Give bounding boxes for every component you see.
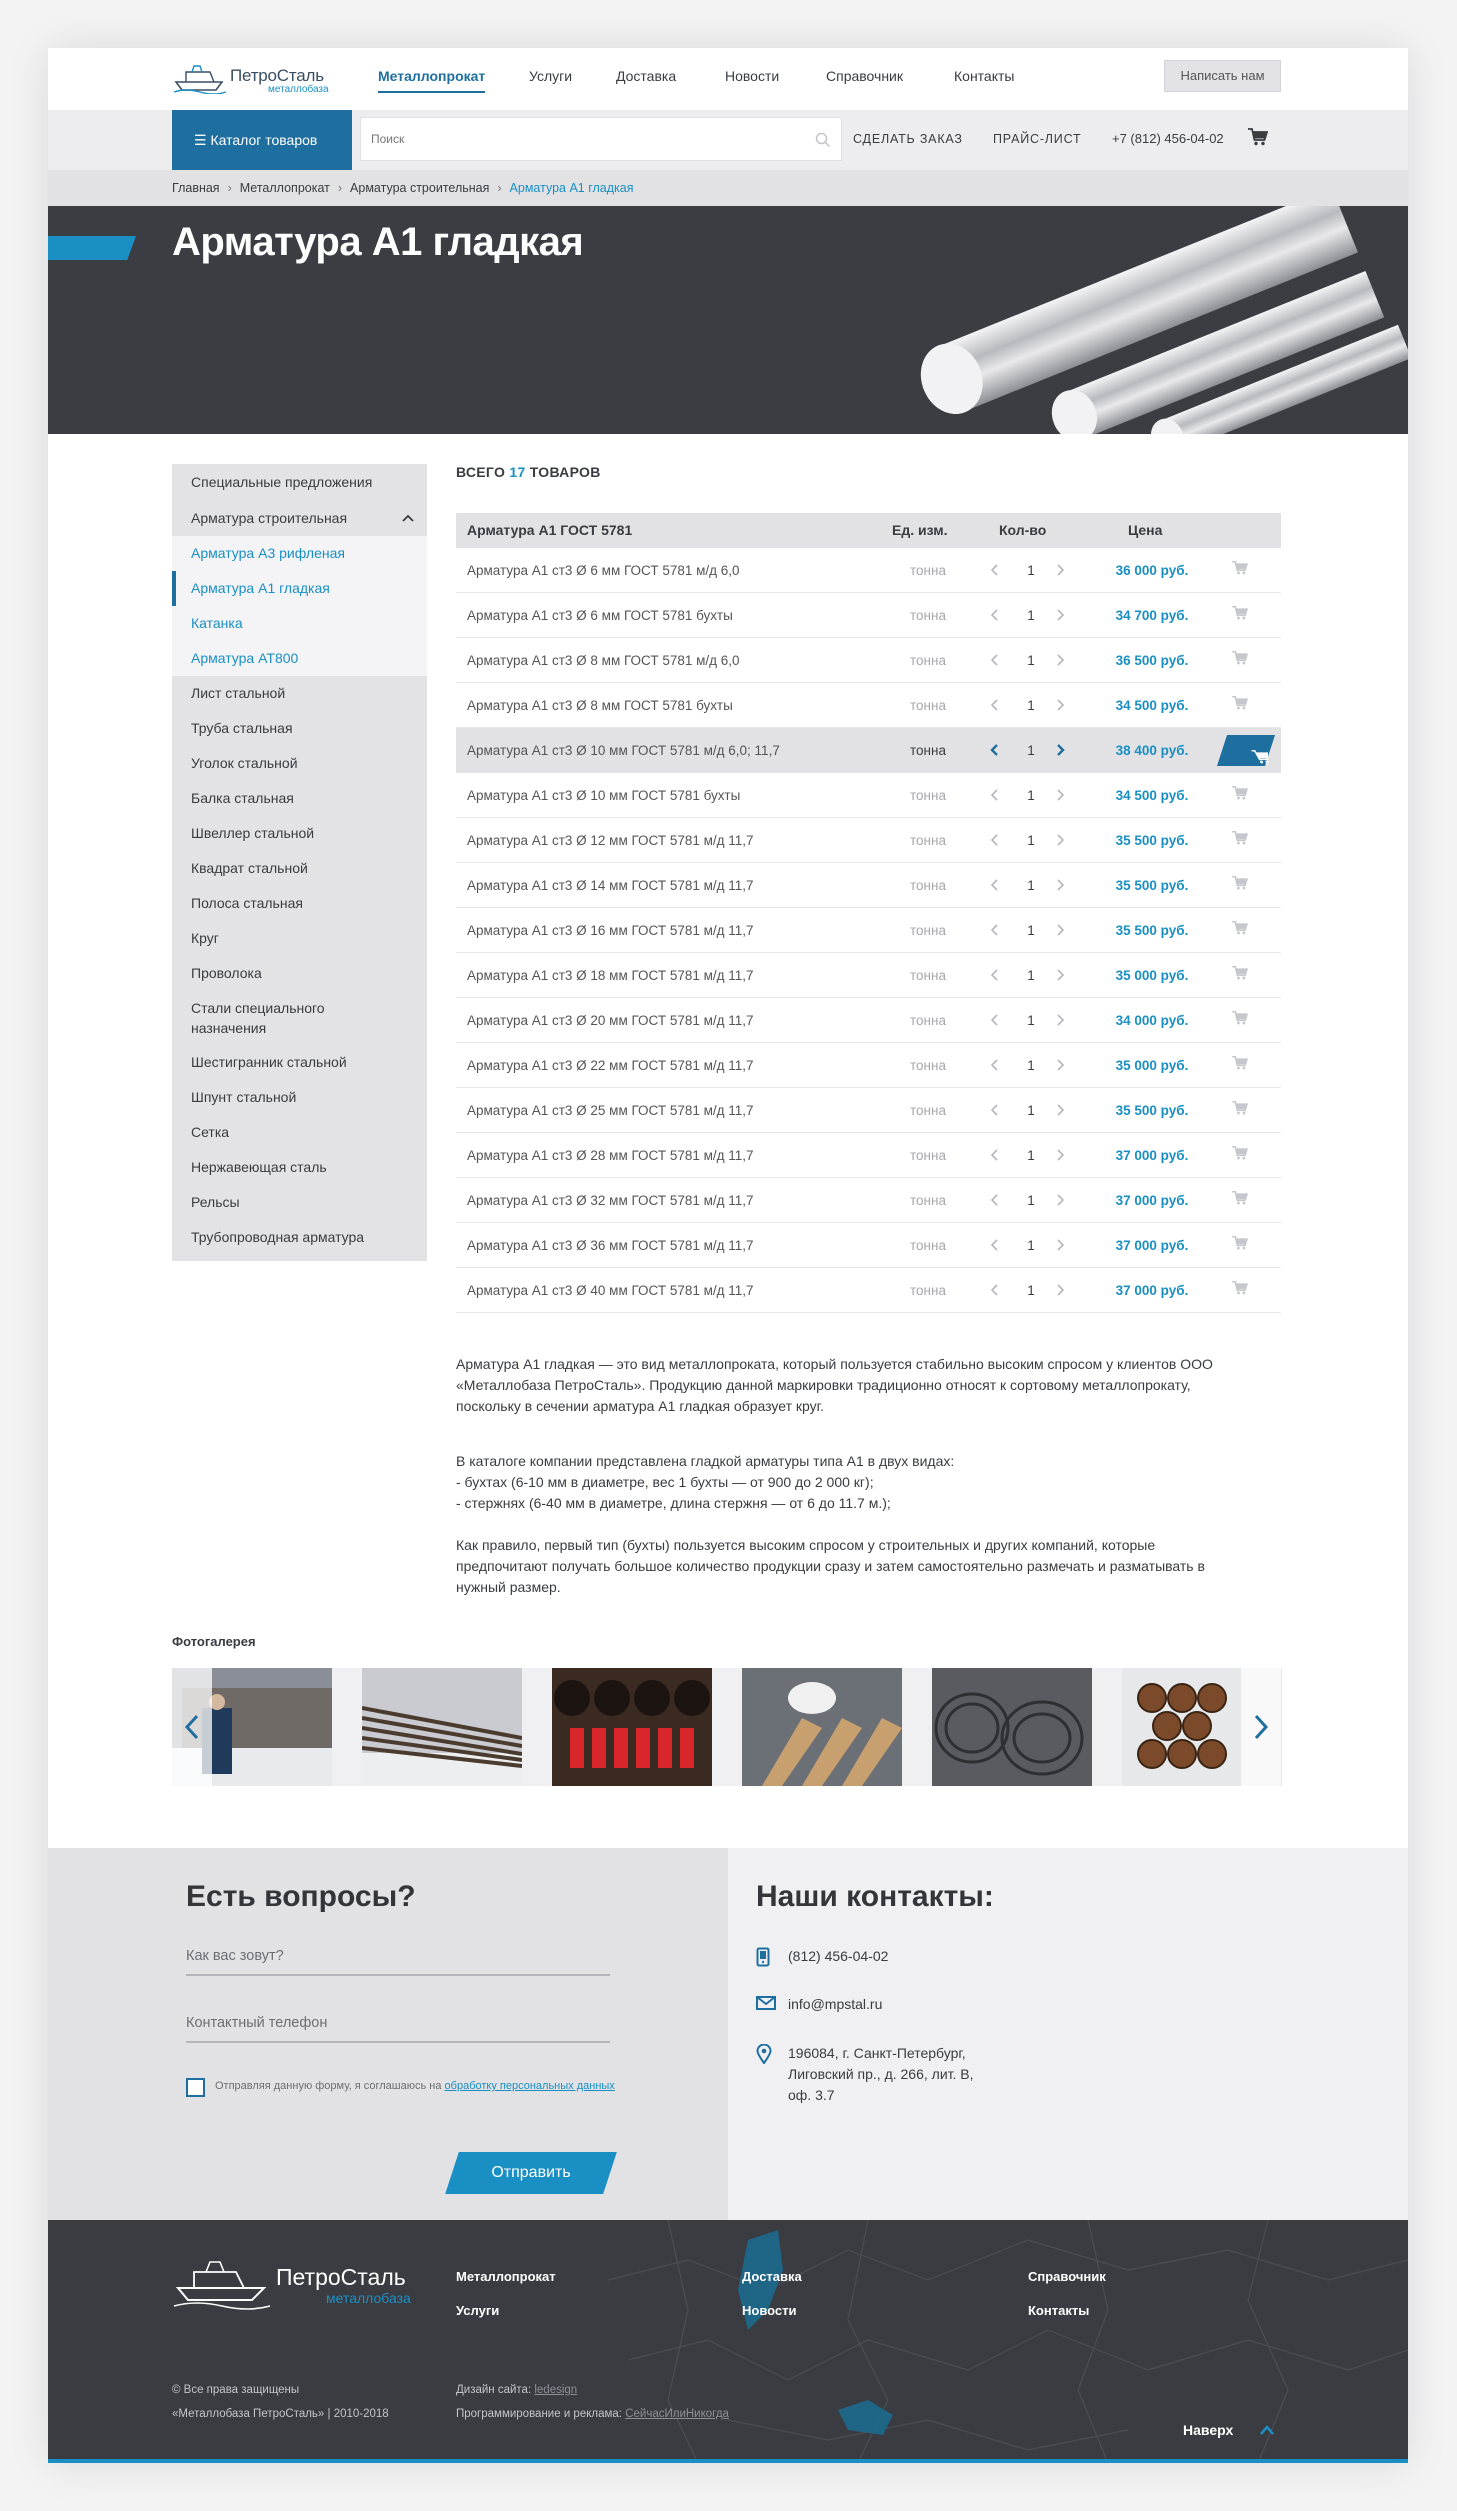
credits xyxy=(456,2380,729,2424)
product-name[interactable]: Арматура А1 ст3 Ø 18 мм ГОСТ 5781 м/д 11,7 xyxy=(467,968,754,983)
email-icon xyxy=(756,1995,776,2011)
qty-value[interactable]: 1 xyxy=(1027,923,1035,938)
search-icon[interactable] xyxy=(815,132,831,148)
copyright xyxy=(172,2380,389,2424)
sidebar-item-label: Круг xyxy=(191,930,219,946)
footer-link-metalloprokat[interactable]: Металлопрокат xyxy=(456,2269,556,2284)
product-price: 35 500 руб. xyxy=(1115,878,1189,893)
table-row xyxy=(456,1043,1281,1088)
sidebar-item[interactable] xyxy=(172,1185,427,1220)
table-row xyxy=(456,1133,1281,1178)
breadcrumb xyxy=(48,170,1408,206)
copyright-line: © Все права защищены xyxy=(172,2384,300,2396)
product-name[interactable]: Арматура А1 ст3 Ø 40 мм ГОСТ 5781 м/д 11,7 xyxy=(467,1283,754,1298)
sidebar-subitem-katanka[interactable] xyxy=(172,606,427,641)
product-unit: тонна xyxy=(910,1193,946,1208)
sidebar-item-label: Проволока xyxy=(191,965,262,981)
product-unit: тонна xyxy=(910,563,946,578)
qty-increase-icon[interactable] xyxy=(1056,878,1066,892)
qty-value[interactable]: 1 xyxy=(1027,563,1035,578)
sidebar-subitem-a1[interactable] xyxy=(172,571,427,606)
product-unit: тонна xyxy=(910,878,946,893)
sidebar-item[interactable] xyxy=(172,886,427,921)
write-us-button[interactable]: Написать нам xyxy=(1164,60,1281,92)
chevron-left-icon xyxy=(184,1713,200,1741)
sidebar-subitem-at800[interactable] xyxy=(172,641,427,676)
product-unit: тонна xyxy=(910,743,946,758)
product-unit: тонна xyxy=(910,1148,946,1163)
add-to-cart-icon[interactable] xyxy=(1232,966,1248,983)
search-box xyxy=(360,117,842,161)
add-to-cart-icon[interactable] xyxy=(1232,1236,1248,1253)
contacts-title: Наши контакты: xyxy=(756,1880,994,1913)
table-row xyxy=(456,773,1281,818)
qty-increase-icon[interactable] xyxy=(1056,1013,1066,1027)
product-price: 34 000 руб. xyxy=(1115,1013,1189,1028)
make-order-link[interactable]: СДЕЛАТЬ ЗАКАЗ xyxy=(853,132,963,146)
product-unit: тонна xyxy=(910,608,946,623)
consent-text: Отправляя данную форму, я соглашаюсь на xyxy=(215,2080,442,2092)
privacy-link[interactable]: обработку персональных данных xyxy=(444,2080,615,2092)
qty-value[interactable]: 1 xyxy=(1027,833,1035,848)
product-name[interactable]: Арматура А1 ст3 Ø 6 мм ГОСТ 5781 бухты xyxy=(467,608,733,623)
qty-decrease-icon[interactable] xyxy=(989,1148,999,1162)
sidebar-item[interactable] xyxy=(172,921,427,956)
steel-rods-image xyxy=(888,206,1408,434)
contact-phone-text: (812) 456-04-02 xyxy=(788,1948,889,1964)
qty-increase-icon[interactable] xyxy=(1056,563,1066,577)
footer-logo[interactable] xyxy=(172,2252,412,2312)
add-to-cart-icon[interactable] xyxy=(1232,651,1248,668)
sidebar-item[interactable] xyxy=(172,676,427,711)
table-row xyxy=(456,1178,1281,1223)
chevron-up-icon xyxy=(401,501,415,536)
product-unit: тонна xyxy=(910,1103,946,1118)
footer-accent-line xyxy=(48,2459,1408,2463)
sidebar-item-label: Швеллер стальной xyxy=(191,825,315,841)
nav-novosti[interactable]: Новости xyxy=(725,68,780,84)
sidebar-item-label: Арматура А1 гладкая xyxy=(191,580,330,596)
sidebar-item[interactable] xyxy=(172,1045,427,1080)
sidebar-item-label: Катанка xyxy=(191,615,243,631)
count-suffix: ТОВАРОВ xyxy=(529,464,601,480)
product-price: 34 500 руб. xyxy=(1115,788,1189,803)
qty-increase-icon[interactable] xyxy=(1056,788,1066,802)
table-row xyxy=(456,953,1281,998)
qty-value[interactable]: 1 xyxy=(1027,743,1035,758)
table-row xyxy=(456,1223,1281,1268)
product-name[interactable]: Арматура А1 ст3 Ø 10 мм ГОСТ 5781 м/д 6,0; 11,7 xyxy=(467,743,780,758)
qty-value[interactable]: 1 xyxy=(1027,608,1035,623)
sidebar-item-label: Рельсы xyxy=(191,1194,240,1210)
qty-decrease-icon[interactable] xyxy=(989,1103,999,1117)
nav-metalloprokat[interactable]: Металлопрокат xyxy=(378,68,486,84)
qty-value[interactable]: 1 xyxy=(1027,1148,1035,1163)
qty-value[interactable]: 1 xyxy=(1027,1058,1035,1073)
product-price: 35 500 руб. xyxy=(1115,923,1189,938)
qty-increase-icon[interactable] xyxy=(1056,1193,1066,1207)
add-to-cart-button[interactable] xyxy=(1217,735,1275,766)
phone-input[interactable] xyxy=(186,2005,610,2041)
qty-decrease-icon[interactable] xyxy=(989,833,999,847)
qty-value[interactable]: 1 xyxy=(1027,788,1035,803)
contact-address-text: 196084, г. Санкт-Петербург, Лиговский пр., д. 266, лит. В, оф. 3.7 xyxy=(788,2045,974,2103)
submit-label: Отправить xyxy=(491,2164,571,2181)
page xyxy=(48,48,1408,2463)
product-unit: тонна xyxy=(910,653,946,668)
product-price: 37 000 руб. xyxy=(1115,1148,1189,1163)
breadcrumb-separator-icon: › xyxy=(337,181,343,195)
search-input[interactable] xyxy=(361,118,781,160)
product-name[interactable]: Арматура А1 ст3 Ø 36 мм ГОСТ 5781 м/д 11,7 xyxy=(467,1238,754,1253)
sidebar-item[interactable] xyxy=(172,1150,427,1185)
qty-value[interactable]: 1 xyxy=(1027,1283,1035,1298)
qty-value[interactable]: 1 xyxy=(1027,653,1035,668)
product-name[interactable]: Арматура А1 ст3 Ø 6 мм ГОСТ 5781 м/д 6,0 xyxy=(467,563,740,578)
qty-value[interactable]: 1 xyxy=(1027,968,1035,983)
qty-decrease-icon[interactable] xyxy=(989,1193,999,1207)
qty-value[interactable]: 1 xyxy=(1027,1013,1035,1028)
table-row xyxy=(456,908,1281,953)
sidebar-item[interactable] xyxy=(172,851,427,886)
product-price: 35 000 руб. xyxy=(1115,1058,1189,1073)
gallery-title: Фотогалерея xyxy=(172,1634,256,1649)
qty-decrease-icon[interactable] xyxy=(989,653,999,667)
sidebar-item-special[interactable] xyxy=(172,464,427,501)
qty-decrease-icon[interactable] xyxy=(989,608,999,622)
table-row xyxy=(456,683,1281,728)
footer-link-kontakty[interactable]: Контакты xyxy=(1028,2303,1090,2318)
qty-increase-icon[interactable] xyxy=(1056,1283,1066,1297)
gallery-photo-rebar[interactable] xyxy=(362,1668,522,1786)
product-name[interactable]: Арматура А1 ст3 Ø 25 мм ГОСТ 5781 м/д 11,7 xyxy=(467,1103,754,1118)
footer-logo-name: ПетроСталь xyxy=(276,2264,406,2290)
hero-banner xyxy=(48,206,1408,434)
price-list-link[interactable]: ПРАЙС-ЛИСТ xyxy=(993,132,1082,146)
description-paragraph: Арматура А1 гладкая — это вид металлопроката, который пользуется стабильно высоким спросом у клиентов ООО «Металлобаза ПетроСталь». Продукцию данной маркировки традиционно относят к сортовому металлопрокату, поскольку в сечении арматура А1 гладкая образует круг. xyxy=(456,1356,1213,1414)
sidebar-item[interactable] xyxy=(172,1080,427,1115)
qty-decrease-icon[interactable] xyxy=(989,743,999,757)
product-price: 34 700 руб. xyxy=(1115,608,1189,623)
qty-decrease-icon[interactable] xyxy=(989,923,999,937)
gallery-next-button[interactable] xyxy=(1241,1668,1281,1786)
sidebar-item-label: Квадрат стальной xyxy=(191,860,308,876)
sidebar-item-label: Шпунт стальной xyxy=(191,1089,297,1105)
chevron-up-icon xyxy=(1259,2424,1275,2436)
qty-value[interactable]: 1 xyxy=(1027,698,1035,713)
ship-logo-icon xyxy=(172,60,228,94)
add-to-cart-icon[interactable] xyxy=(1232,1101,1248,1118)
gallery-photo-angles[interactable] xyxy=(742,1668,902,1786)
header-name: Арматура А1 ГОСТ 5781 xyxy=(467,522,633,538)
product-price: 35 000 руб. xyxy=(1115,968,1189,983)
product-name[interactable]: Арматура А1 ст3 Ø 20 мм ГОСТ 5781 м/д 11,7 xyxy=(467,1013,754,1028)
header-price: Цена xyxy=(1128,522,1163,538)
qty-value[interactable]: 1 xyxy=(1027,878,1035,893)
product-price: 37 000 руб. xyxy=(1115,1283,1189,1298)
consent-row xyxy=(186,2078,626,2094)
sidebar-item-label: Уголок стальной xyxy=(191,755,298,771)
breadcrumb-item[interactable]: Главная xyxy=(172,181,220,195)
add-to-cart-icon[interactable] xyxy=(1232,1146,1248,1163)
footer-link-novosti[interactable]: Новости xyxy=(742,2303,797,2318)
sidebar-item-label: Полоса стальная xyxy=(191,895,303,911)
promo-link[interactable]: СейчасИлиНикогда xyxy=(625,2408,729,2420)
consent-checkbox[interactable] xyxy=(186,2078,205,2097)
gallery-photo-team[interactable] xyxy=(552,1668,712,1786)
description-paragraph: Как правило, первый тип (бухты) пользуется высоким спросом у строительных и других компаний, которые предпочитают получать большое количество продукции сразу и затем самостоятельно размечать и разматывать в нужный размер. xyxy=(456,1537,1205,1595)
sidebar-item-label: Арматура AT800 xyxy=(191,650,299,666)
table-header xyxy=(456,513,1281,548)
table-row xyxy=(456,818,1281,863)
table-row xyxy=(456,998,1281,1043)
contact-phone[interactable] xyxy=(756,1946,888,1967)
sidebar-item-armatura[interactable] xyxy=(172,501,427,536)
qty-decrease-icon[interactable] xyxy=(989,878,999,892)
sidebar-item-label: Специальные предложения xyxy=(191,474,373,490)
qty-increase-icon[interactable] xyxy=(1056,1058,1066,1072)
sidebar-item-label: Нержавеющая сталь xyxy=(191,1159,327,1175)
map-background-image xyxy=(608,2220,1408,2463)
product-unit: тонна xyxy=(910,968,946,983)
breadcrumb-item[interactable]: Металлопрокат xyxy=(239,181,330,195)
add-to-cart-icon[interactable] xyxy=(1232,786,1248,803)
nav-uslugi[interactable]: Услуги xyxy=(529,68,573,84)
breadcrumb-current: Арматура А1 гладкая xyxy=(509,181,634,195)
product-unit: тонна xyxy=(910,1058,946,1073)
add-to-cart-icon[interactable] xyxy=(1232,921,1248,938)
qty-value[interactable]: 1 xyxy=(1027,1103,1035,1118)
photo-gallery xyxy=(172,1668,1281,1786)
qty-increase-icon[interactable] xyxy=(1056,833,1066,847)
promo-label: Программирование и реклама: xyxy=(456,2408,622,2420)
sidebar-item-label: Балка стальная xyxy=(191,790,294,806)
product-name[interactable]: Арматура А1 ст3 Ø 12 мм ГОСТ 5781 м/д 11,7 xyxy=(467,833,754,848)
product-name[interactable]: Арматура А1 ст3 Ø 32 мм ГОСТ 5781 м/д 11,7 xyxy=(467,1193,754,1208)
product-price: 37 000 руб. xyxy=(1115,1238,1189,1253)
add-to-cart-icon[interactable] xyxy=(1232,561,1248,578)
qty-decrease-icon[interactable] xyxy=(989,1283,999,1297)
breadcrumb-separator-icon: › xyxy=(227,181,232,195)
sidebar-item-label: Арматура строительная xyxy=(191,510,348,526)
sidebar-item-label: Лист стальной xyxy=(191,685,286,701)
location-pin-icon xyxy=(756,2044,772,2064)
product-price: 34 500 руб. xyxy=(1115,698,1189,713)
sidebar-item-label: Трубопроводная арматура xyxy=(191,1229,365,1245)
qty-increase-icon[interactable] xyxy=(1056,968,1066,982)
qty-increase-icon[interactable] xyxy=(1056,608,1066,622)
sidebar-item[interactable] xyxy=(172,816,427,851)
product-unit: тонна xyxy=(910,1238,946,1253)
product-unit: тонна xyxy=(910,1013,946,1028)
product-unit: тонна xyxy=(910,833,946,848)
copyright-line: «Металлобаза ПетроСталь» | 2010-2018 xyxy=(172,2408,389,2420)
product-unit: тонна xyxy=(910,1283,946,1298)
product-name[interactable]: Арматура А1 ст3 Ø 10 мм ГОСТ 5781 бухты xyxy=(467,788,741,803)
footer-logo-sub: металлобаза xyxy=(326,2290,411,2306)
qty-increase-icon[interactable] xyxy=(1056,653,1066,667)
cart-icon[interactable] xyxy=(1248,128,1268,150)
sidebar-item-label: Арматура А3 рифленая xyxy=(191,545,345,561)
qty-increase-icon[interactable] xyxy=(1056,698,1066,712)
qty-value[interactable]: 1 xyxy=(1027,1238,1035,1253)
add-to-cart-icon[interactable] xyxy=(1232,831,1248,848)
sidebar-item-label: Шестигранник стальной xyxy=(191,1054,347,1070)
table-row xyxy=(456,548,1281,593)
back-to-top-label: Наверх xyxy=(1183,2422,1234,2438)
product-price: 36 000 руб. xyxy=(1115,563,1189,578)
sidebar-item[interactable] xyxy=(172,781,427,816)
phone-icon xyxy=(756,1947,770,1967)
sidebar-item-label: Стали специального назначения xyxy=(191,1000,325,1036)
add-to-cart-icon[interactable] xyxy=(1232,1056,1248,1073)
sidebar-item[interactable] xyxy=(172,711,427,746)
page-title: Арматура А1 гладкая xyxy=(172,220,584,264)
logo-name: ПетроСталь xyxy=(230,66,324,85)
catalog-button[interactable]: ☰ Каталог товаров xyxy=(172,110,352,170)
footer-link-spravochnik[interactable]: Справочник xyxy=(1028,2269,1106,2284)
footer-link-dostavka[interactable]: Доставка xyxy=(742,2269,802,2284)
table-row xyxy=(456,593,1281,638)
gallery-photo-coils[interactable] xyxy=(932,1668,1092,1786)
phone-field xyxy=(186,2005,610,2043)
nav-kontakty[interactable]: Контакты xyxy=(954,68,1015,84)
qty-decrease-icon[interactable] xyxy=(989,1058,999,1072)
add-to-cart-icon[interactable] xyxy=(1232,1191,1248,1208)
header-unit: Ед. изм. xyxy=(892,522,948,538)
description-paragraph: В каталоге компании представлена гладкой арматуры типа А1 в двух видах: - бухтах (6-10 мм в диаметре, вес 1 бухты — от 900 до 2 000 кг); - стержнях (6-40 мм в диаметре, длина стержня — от 6 до 11.7 м.); xyxy=(456,1453,955,1511)
product-price: 36 500 руб. xyxy=(1115,653,1189,668)
product-name[interactable]: Арматура А1 ст3 Ø 22 мм ГОСТ 5781 м/д 11,7 xyxy=(467,1058,754,1073)
form-title: Есть вопросы? xyxy=(186,1880,416,1913)
qty-decrease-icon[interactable] xyxy=(989,968,999,982)
footer-link-uslugi[interactable]: Услуги xyxy=(456,2303,500,2318)
product-table-body xyxy=(456,548,1281,1313)
submit-button[interactable] xyxy=(445,2152,617,2194)
table-row xyxy=(456,863,1281,908)
product-unit: тонна xyxy=(910,698,946,713)
breadcrumb-separator-icon: › xyxy=(497,181,502,195)
logo[interactable] xyxy=(172,60,332,96)
sidebar-item[interactable] xyxy=(172,1220,427,1261)
add-to-cart-icon[interactable] xyxy=(1232,696,1248,713)
gallery-prev-button[interactable] xyxy=(172,1668,212,1786)
product-name[interactable]: Арматура А1 ст3 Ø 8 мм ГОСТ 5781 бухты xyxy=(467,698,733,713)
table-row xyxy=(456,638,1281,683)
qty-increase-icon[interactable] xyxy=(1056,1148,1066,1162)
contact-email[interactable] xyxy=(756,1994,882,2015)
qty-increase-icon[interactable] xyxy=(1056,1103,1066,1117)
table-row xyxy=(456,728,1281,773)
qty-value[interactable]: 1 xyxy=(1027,1193,1035,1208)
product-unit: тонна xyxy=(910,788,946,803)
product-price: 35 500 руб. xyxy=(1115,833,1189,848)
back-to-top-button[interactable] xyxy=(1183,2422,1233,2438)
qty-decrease-icon[interactable] xyxy=(989,788,999,802)
product-price: 37 000 руб. xyxy=(1115,1193,1189,1208)
qty-decrease-icon[interactable] xyxy=(989,563,999,577)
sidebar-subitem-a3[interactable] xyxy=(172,536,427,571)
qty-increase-icon[interactable] xyxy=(1056,743,1066,757)
sidebar-item[interactable] xyxy=(172,746,427,781)
sidebar-item-label: Сетка xyxy=(191,1124,230,1140)
product-name[interactable]: Арматура А1 ст3 Ø 14 мм ГОСТ 5781 м/д 11,7 xyxy=(467,878,754,893)
qty-increase-icon[interactable] xyxy=(1056,1238,1066,1252)
chevron-right-icon xyxy=(1253,1713,1269,1741)
qty-decrease-icon[interactable] xyxy=(989,698,999,712)
nav-dostavka[interactable]: Доставка xyxy=(616,68,677,84)
table-row xyxy=(456,1088,1281,1133)
sidebar-item-label: Труба стальная xyxy=(191,720,293,736)
design-link[interactable]: ledesign xyxy=(534,2384,578,2396)
count-number: 17 xyxy=(509,464,526,480)
header-phone[interactable]: +7 (812) 456-04-02 xyxy=(1112,131,1224,146)
product-name[interactable]: Арматура А1 ст3 Ø 8 мм ГОСТ 5781 м/д 6,0 xyxy=(467,653,740,668)
product-count xyxy=(456,464,601,480)
product-unit: тонна xyxy=(910,923,946,938)
add-to-cart-icon[interactable] xyxy=(1232,1281,1248,1298)
count-prefix: ВСЕГО xyxy=(456,464,506,480)
qty-increase-icon[interactable] xyxy=(1056,923,1066,937)
sidebar-item[interactable] xyxy=(172,1115,427,1150)
breadcrumb-item[interactable]: Арматура строительная xyxy=(350,181,490,195)
nav-spravochnik[interactable]: Справочник xyxy=(826,68,903,84)
contact-address xyxy=(756,2043,974,2106)
product-name[interactable]: Арматура А1 ст3 Ø 28 мм ГОСТ 5781 м/д 11,7 xyxy=(467,1148,754,1163)
design-label: Дизайн сайта: xyxy=(456,2384,532,2396)
name-field xyxy=(186,1938,610,1976)
name-input[interactable] xyxy=(186,1938,610,1974)
description xyxy=(456,1354,1286,1619)
product-price: 35 500 руб. xyxy=(1115,1103,1189,1118)
header-qty: Кол-во xyxy=(999,522,1047,538)
sidebar-item[interactable] xyxy=(172,991,427,1045)
add-to-cart-icon[interactable] xyxy=(1232,1011,1248,1028)
table-row xyxy=(456,1268,1281,1313)
sidebar-item[interactable] xyxy=(172,956,427,991)
add-to-cart-icon[interactable] xyxy=(1232,876,1248,893)
logo-sub: металлобаза xyxy=(268,84,329,95)
product-price: 38 400 руб. xyxy=(1115,743,1189,758)
qty-decrease-icon[interactable] xyxy=(989,1013,999,1027)
add-to-cart-icon[interactable] xyxy=(1232,606,1248,623)
qty-decrease-icon[interactable] xyxy=(989,1238,999,1252)
hero-accent-stripe xyxy=(48,236,136,260)
product-name[interactable]: Арматура А1 ст3 Ø 16 мм ГОСТ 5781 м/д 11,7 xyxy=(467,923,754,938)
ship-logo-icon xyxy=(172,2252,272,2310)
contact-email-text: info@mpstal.ru xyxy=(788,1996,883,2012)
category-sidebar xyxy=(172,464,427,1261)
